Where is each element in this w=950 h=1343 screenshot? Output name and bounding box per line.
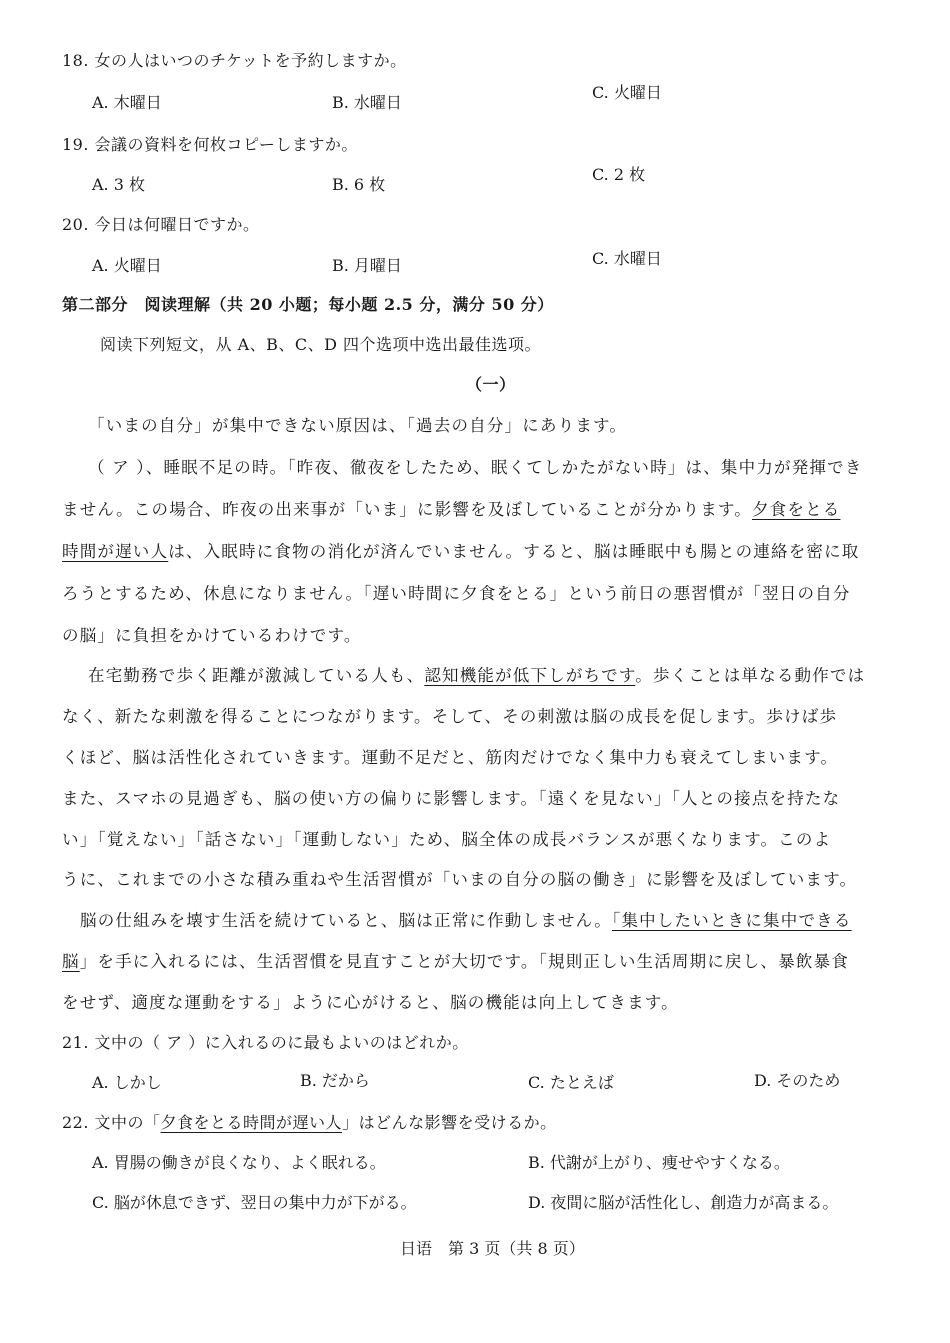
passage-line-10: また、スマホの見過ぎも、脳の使い方の偏りに影響します。「遠くを見ない」「人との接点を持たな — [62, 789, 841, 808]
question-18: 18. 女の人はいつのチケットを予約しますか。 — [62, 51, 407, 70]
q21-option-b: B. だから — [300, 1071, 370, 1090]
question-19: 19. 会議の資料を何枚コピーしますか。 — [62, 135, 358, 154]
passage-line-8: なく、新たな刺激を得ることにつながります。そして、その刺激は脳の成長を促します。歩けば歩 — [62, 707, 838, 726]
q21-option-d: D. そのため — [754, 1071, 841, 1090]
q21-option-c: C. たとえば — [528, 1073, 614, 1092]
passage-line-5: ろうとするため、休息になりません。「遅い時間に夕食をとる」という前日の悪習慣が「翌日の自分 — [62, 584, 851, 603]
passage-line-1: 「いまの自分」が集中できない原因は、「過去の自分」にあります。 — [88, 416, 628, 435]
passage-line-7 — [88, 662, 950, 686]
passage-line-9: くほど、脳は活性化されていきます。運動不足だと、筋肉だけでなく集中力も衰えてしまいます。 — [62, 748, 839, 767]
q19-option-b: B. 6 枚 — [332, 175, 386, 194]
question-text: 」はどんな影響を受けるか。 — [342, 1113, 557, 1132]
q21-option-a: A. しかし — [92, 1073, 162, 1092]
q22-option-c: C. 脳が休息できず、翌日の集中力が下がる。 — [92, 1193, 417, 1212]
question-22 — [62, 1110, 557, 1133]
passage-line-13 — [80, 907, 950, 931]
passage-text: 脳の仕組みを壊す生活を続けていると、脳は正常に作動しません。 — [80, 911, 612, 930]
underlined-phrase: 夕食をとる — [751, 500, 841, 519]
underlined-phrase: 「集中したいときに集中できる — [612, 911, 852, 930]
q19-option-c: C. 2 枚 — [592, 165, 646, 184]
page-footer: 日语 第 3 页（共 8 页） — [400, 1239, 585, 1258]
q22-option-a: A. 胃腸の働きが良くなり、よく眠れる。 — [92, 1153, 386, 1172]
q20-option-b: B. 月曜日 — [332, 256, 402, 275]
passage-line-11: い」「覚えない」「話さない」「運動しない」ため、脳全体の成長バランスが悪くなります。このよ — [62, 830, 832, 849]
passage-text: は、入眠時に食物の消化が済んでいません。すると、脳は睡眠中も腸との連絡を密に取 — [168, 542, 860, 561]
section-instruction: 阅读下列短文，从 A、B、C、D 四个选项中选出最佳选项。 — [100, 335, 542, 354]
section-title: 第二部分 阅读理解（共 20 小题；每小题 2.5 分，满分 50 分） — [62, 295, 554, 314]
q18-option-b: B. 水曜日 — [332, 93, 402, 112]
q20-option-a: A. 火曜日 — [92, 256, 162, 275]
passage-line-6: の脳」に負担をかけているわけです。 — [62, 626, 362, 645]
underlined-phrase: 夕食をとる時間が遅い人 — [160, 1113, 343, 1132]
underlined-phrase: 認知機能が低下しがちです — [424, 666, 636, 685]
q22-option-d: D. 夜間に脳が活性化し、創造力が高まる。 — [528, 1193, 839, 1212]
q19-option-a: A. 3 枚 — [92, 175, 145, 194]
passage-text: ません。この場合、昨夜の出来事が「いま」に影響を及ぼしていることが分かります。 — [62, 500, 752, 519]
q20-option-c: C. 水曜日 — [592, 249, 662, 268]
passage-line-3 — [62, 496, 932, 520]
question-20: 20. 今日は何曜日ですか。 — [62, 215, 260, 234]
passage-line-4 — [62, 538, 932, 562]
underlined-phrase: 時間が遅い人 — [62, 542, 169, 561]
passage-text: 。歩くことは単なる動作では — [635, 666, 866, 685]
q22-option-b: B. 代謝が上がり、痩せやすくなる。 — [528, 1153, 790, 1172]
passage-line-15: をせず、適度な運動をする」ように心がけると、脳の機能は向上してきます。 — [62, 993, 679, 1012]
question-text: 22. 文中の「 — [62, 1113, 161, 1132]
passage-text: 」を手に入れるには、生活習慣を見直すことが大切です。「規則正しい生活周期に戻し、暴飲暴食 — [79, 952, 849, 971]
q18-option-c: C. 火曜日 — [592, 83, 662, 102]
passage-line-14 — [62, 948, 932, 972]
question-21: 21. 文中の（ ア ）に入れるのに最もよいのはどれか。 — [62, 1033, 469, 1052]
q18-option-a: A. 木曜日 — [92, 93, 162, 112]
passage-line-2: （ ア ）、睡眠不足の時。「昨夜、徹夜をしたため、眠くてしかたがない時」は、集中力が発揮でき — [88, 458, 863, 477]
passage-line-12: うに、これまでの小さな積み重ねや生活習慣が「いまの自分の脳の働き」に影響を及ぼしています。 — [62, 870, 858, 889]
underlined-phrase: 脳 — [62, 952, 80, 971]
passage-text: 在宅勤務で歩く距離が激減している人も、 — [88, 666, 425, 685]
passage-number: （一） — [466, 375, 516, 394]
